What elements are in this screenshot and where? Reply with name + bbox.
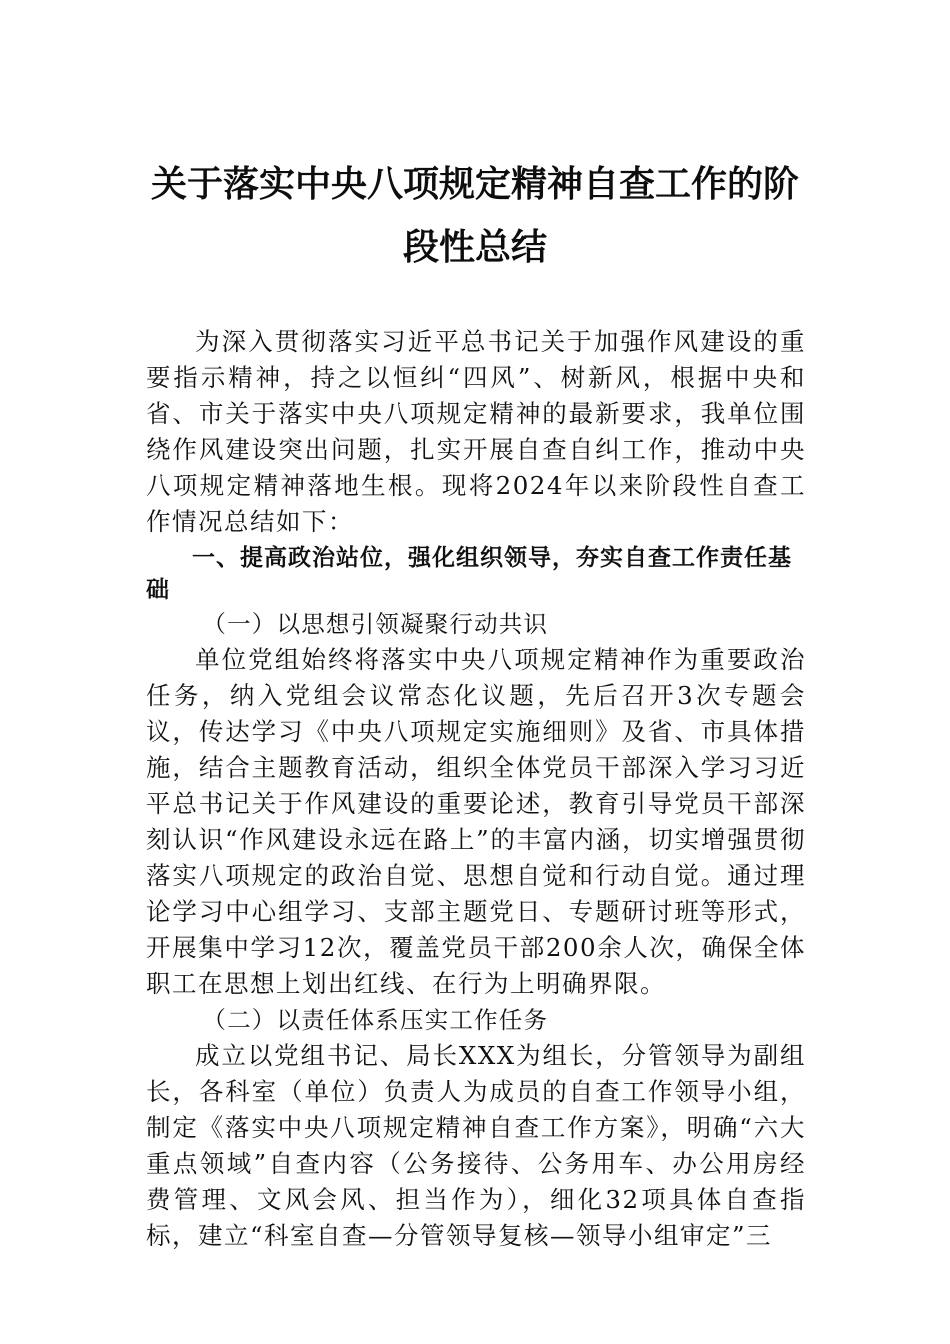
document-title-line2: 段性总结 [402,227,547,268]
subsection-1-paragraph: 单位党组始终将落实中央八项规定精神作为重要政治任务，纳入党组会议常态化议题，先后召开3次专题会议，传达学习《中央八项规定实施细则》及省、市具体措施，结合主题教育活动，组织全体党员干部深入学习习近平总书记关于作风建设的重要论述，教育引导党员干部深刻认识“作风建设永远在路上”的丰富内涵，切实增强贯彻落实八项规定的政治自觉、思想自觉和行动自觉。通过理论学习中心组学习、支部主题党日、专题研讨班等形式，开展集中学习12次，覆盖党员干部200余人次，确保全体职工在思想上划出红线、在行为上明确界限。 [146,645,806,998]
subsection-1-heading: （一）以思想引领凝聚行动共识 [202,610,549,638]
intro-paragraph: 为深入贯彻落实习近平总书记关于加强作风建设的重要指示精神，持之以恒纠“四风”、树新风，根据中央和省、市关于落实中央八项规定精神的最新要求，我单位围绕作风建设突出问题，扎实开展自查自纠工作，推动中央八项规定精神落地生根。现将2024年以来阶段性自查工作情况总结如下： [146,327,806,536]
subsection-2-heading: （二）以责任体系压实工作任务 [202,1006,549,1034]
subsection-2-paragraph: 成立以党组书记、局长XXX为组长，分管领导为副组长，各科室（单位）负责人为成员的自查工作领导小组，制定《落实中央八项规定精神自查工作方案》，明确“六大重点领域”自查内容（公务接待、公务用车、办公用房经费管理、文风会风、担当作为），细化32项具体自查指标，建立“科室自查—分管领导复核—领导小组审定”三 [146,1041,806,1250]
document-body [146,324,806,1254]
section-1-heading: 一、提高政治站位，强化组织领导，夯实自查工作责任基础 [146,545,792,603]
document-title-line1: 关于落实中央八项规定精神自查工作的阶 [150,164,799,205]
